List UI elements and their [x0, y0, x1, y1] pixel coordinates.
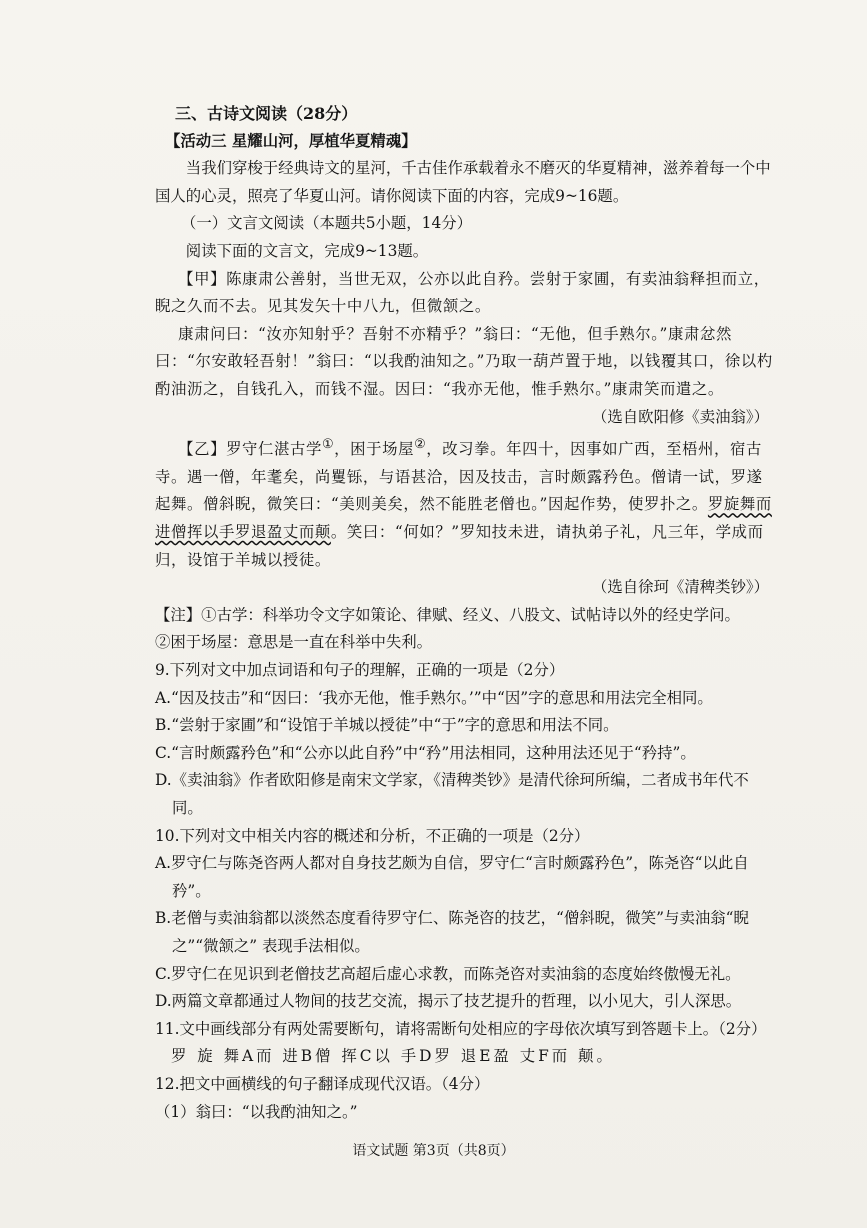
question-10-option-c: C.罗守仁在见识到老僧技艺高超后虚心求教，而陈尧咨对卖油翁的态度始终傲慢无礼。: [155, 964, 741, 983]
passage-jia-p1: 【甲】陈康肃公善射，当世无双，公亦以此自矜。尝射于家圃，有卖油翁释担而立，睨之久而不去。见其发矢十中八九，但微颔之。: [155, 269, 770, 316]
question-11: 11.文中画线部分有两处需要断句，请将需断句处相应的字母依次填写到答题卡上。（2分）: [155, 1019, 767, 1038]
passage-yi-part-b: ，困于场屋: [334, 440, 415, 459]
question-9-option-c: C.“言时颇露矜色”和“公亦以此自矜”中“矜”用法相同，这种用法还见于“矜持”。: [155, 743, 696, 762]
question-9-option-b: B.“尝射于家圃”和“设馆于羊城以授徒”中“于”字的意思和用法不同。: [155, 716, 619, 735]
passage-jia-source: （选自欧阳修《卖油翁》）: [592, 407, 769, 426]
section-title: 三、古诗文阅读（28分）: [175, 104, 358, 123]
intro-paragraph: 当我们穿梭于经典诗文的星河，千古佳作承载着永不磨灭的华夏精神，滋养着每一个中国人的心灵，照亮了华夏山河。请你阅读下面的内容，完成9~16题。: [155, 159, 771, 205]
page-footer: 语文试题 第3页（共8页）: [352, 1143, 515, 1159]
question-9-option-d: D.《卖油翁》作者欧阳修是南宋文学家，《清稗类钞》是清代徐珂所编，二者成书年代不同。: [155, 771, 749, 817]
part1-title: （一）文言文阅读（本题共5小题，14分）: [181, 214, 473, 233]
question-9-option-a: A.“因及技击”和“因曰：‘我亦无他，惟手熟尔。’”中“因”字的意思和用法完全相同。: [155, 688, 713, 707]
question-10-option-a: A.罗守仁与陈尧咨两人都对自身技艺颇为自信，罗守仁“言时颇露矜色”，陈尧咨“以此自矜”。: [155, 854, 749, 900]
question-11-text: 罗 旋 舞A而 进B僧 挥C以 手D罗 退E盈 丈F而 颠。: [171, 1047, 615, 1066]
question-12-item-1: （1）翁曰：“以我酌油知之。”: [155, 1102, 358, 1121]
passage-yi-underlined: 罗旋舞而进僧挥以手罗退盈丈而颠: [155, 495, 772, 542]
activity-title: 【活动三 星耀山河，厚植华夏精魂】: [165, 131, 417, 150]
question-10-option-d: D.两篇文章都通过人物间的技艺交流，揭示了技艺提升的哲理，以小见大，引人深思。: [155, 992, 742, 1011]
part1-instruction: 阅读下面的文言文，完成9~13题。: [185, 241, 429, 260]
passage-yi-part-c: ，改习拳。年四十，因事如广西，至梧州，宿古寺。遇一僧，年耄矣，尚矍铄，与语甚洽，因及技击，言时颇露矜色。僧请一试，罗遂起舞。僧斜睨，微笑曰：“美则美矣，然不能胜老僧也。”因起作势，使罗扑之。: [155, 440, 763, 514]
note-1: 【注】①古学：科举功令文字如策论、律赋、经义、八股文、试帖诗以外的经史学问。: [155, 605, 740, 624]
passage-jia-p2: 康肃问曰：“汝亦知射乎？吾射不亦精乎？”翁曰：“无他，但手熟尔。”康肃忿然曰：“尔安敢轻吾射！”翁曰：“以我酌油知之。”乃取一葫芦置于地，以钱覆其口，徐以杓酌油沥之，自钱孔入，而钱不湿。因曰：“我亦无他，惟手熟尔。”康肃笑而遣之。: [155, 324, 773, 398]
note-2: ②困于场屋：意思是一直在科举中失利。: [155, 633, 433, 652]
question-10-option-b: B.老僧与卖油翁都以淡然态度看待罗守仁、陈尧咨的技艺，“僧斜睨，微笑”与卖油翁“睨之”“微颔之” 表现手法相似。: [155, 909, 749, 955]
passage-yi: [155, 431, 775, 574]
passage-yi-part-d: 。笑曰：“何如？”罗知技未进，请执弟子礼，凡三年，学成而归，设馆于羊城以授徒。: [155, 523, 764, 569]
question-12: 12.把文中画横线的句子翻译成现代汉语。（4分）: [155, 1074, 490, 1093]
passage-yi-source: （选自徐珂《清稗类钞》）: [592, 578, 769, 597]
question-9: 9.下列对文中加点词语和句子的理解，正确的一项是（2分）: [155, 661, 565, 679]
footnote-mark-2: ②: [414, 437, 427, 453]
passage-yi-part-a: 【乙】罗守仁湛古学: [178, 440, 323, 459]
question-10: 10.下列对文中相关内容的概述和分析，不正确的一项是（2分）: [155, 826, 590, 845]
page-content: [155, 100, 775, 1126]
footnote-mark-1: ①: [322, 437, 335, 453]
